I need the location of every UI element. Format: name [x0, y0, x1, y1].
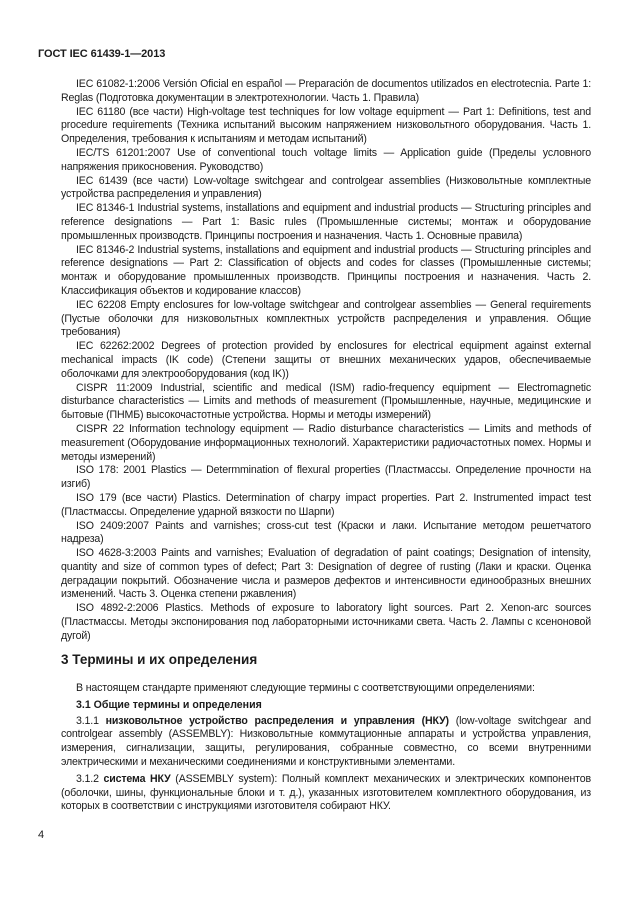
reference-item: IEC 81346-1 Industrial systems, installations and equipment and industrial products — Structuring principles and reference designations — Part 1: Basic rules (Промышленные системы; монтаж и оборудование промышленных производств. Принципы построения и назначения. Часть 1. Основные правила): [61, 202, 591, 242]
reference-item: IEC 61180 (все части) High-voltage test techniques for low voltage equipment — Part 1: Definitions, test and procedure requirements (Техника испытаний высоким напряжением низковольтного оборудования. Часть 1. Определения, требования к испытаниям и методам испытаний): [61, 105, 591, 146]
term-text: (low-voltage switchgear and controlgear assembly (ASSEMBLY): Низковольтные коммутационные аппараты и устройства управления, измерения, сигнализации, защиты, регулирования, собранные совместно, со всеми внутренними электрическими и механическими соединениями и конструктивными элементами.: [61, 714, 592, 768]
document-header: ГОСТ IEC 61439-1—2013: [38, 48, 166, 60]
section-intro: В настоящем стандарте применяют следующие термины с соответствующими определениями:: [76, 682, 535, 694]
term-definition: [61, 715, 591, 770]
reference-item: IEC/TS 61201:2007 Use of conventional touch voltage limits — Application guide (Пределы условного напряжения прикосновения. Руководство): [61, 146, 591, 173]
references-list: [61, 78, 591, 644]
reference-item: IEC 62208 Empty enclosures for low-voltage switchgear and controlgear assemblies — General requirements (Пустые оболочки для низковольтных комплектных устройств распределения и управления. Общие требования): [61, 298, 591, 339]
reference-item: ISO 4892-2:2006 Plastics. Methods of exposure to laboratory light sources. Part 2. Xenon-arc sources (Пластмассы. Методы экспонирования под лабораторными источниками света. Часть 2. Лампы с ксеноновой дугой): [61, 602, 591, 642]
term-number: 3.1.1: [76, 714, 106, 727]
subsection-title: 3.1 Общие термины и определения: [76, 698, 262, 711]
section-body: [61, 682, 591, 817]
reference-item: IEC 62262:2002 Degrees of protection provided by enclosures for electrical equipment against external mechanical impacts (IK code) (Степени защиты от внешних механических ударов, обеспечиваемые оболочками для электрооборудования (код IK)): [61, 340, 591, 380]
reference-item: ISO 179 (все части) Plastics. Determination of charpy impact properties. Part 2. Instrumented impact test (Пластмассы. Определение ударной вязкости по Шарпи): [61, 491, 591, 518]
reference-item: ISO 4628-3:2003 Paints and varnishes; Evaluation of degradation of paint coatings; Designation of intensity, quantity and size of common types of defect; Part 3: Designation of degree of rusting (Лаки и краски. Оценка деградации покрытий. Обозначение числа и размеров дефектов и интенсивности единообразных внешних изменений. Часть 3. Оценка степени ржавления): [61, 547, 591, 601]
reference-item: CISPR 11:2009 Industrial, scientific and medical (ISM) radio-frequency equipment — Electromagnetic disturbance characteristics — Limits and methods of measurement (Промышленные, научные, медицинские и бытовые (ПНМБ) высокочастотные устройства. Нормы и методы измерений): [61, 381, 591, 422]
term-name: низковольтное устройство распределения и управления (НКУ): [105, 714, 449, 727]
reference-item: ISO 178: 2001 Plastics — Determmination of flexural properties (Пластмассы. Определение прочности на изгиб): [61, 464, 591, 491]
section-title: 3 Термины и их определения: [61, 652, 258, 667]
reference-item: IEC 61439 (все части) Low-voltage switchgear and controlgear assemblies (Низковольтные комплектные устройства распределения и управления): [61, 174, 591, 201]
reference-item: IEC 61082-1:2006 Versión Oficial en español — Preparación de documentos utilizados en electrotecnia. Parte 1: Reglas (Подготовка документации в электротехнологии. Часть 1. Правила): [61, 78, 591, 104]
reference-item: CISPR 22 Information technology equipment — Radio disturbance characteristics — Limits and methods of measurement (Оборудование информационных технологий. Характеристики радиочастотных помех. Нормы и методы измерений): [61, 422, 591, 463]
reference-item: IEC 81346-2 Industrial systems, installations and equipment and industrial products — Structuring principles and reference designations — Part 2: Classification of objects and codes for classes (Промышленные системы; монтаж и оборудование промышленных производств. Принципы построения и назначения. Часть 2. Классификация объектов и кодирование классов): [61, 243, 591, 297]
term-definition: [61, 773, 591, 814]
term-number: 3.1.2: [76, 772, 104, 785]
reference-item: ISO 2409:2007 Paints and varnishes; cross-cut test (Краски и лаки. Испытание методом решетчатого надреза): [61, 519, 591, 546]
term-text: (ASSEMBLY system): Полный комплект механических и электрических компонентов (оболочки, шины, функциональные блоки и т. д.), указанных изготовителем комплектного оборудования, из которых в соответствии с инструкциями изготовителя собирают НКУ.: [61, 772, 591, 813]
term-name: система НКУ: [103, 772, 171, 785]
page-number: 4: [38, 829, 45, 841]
